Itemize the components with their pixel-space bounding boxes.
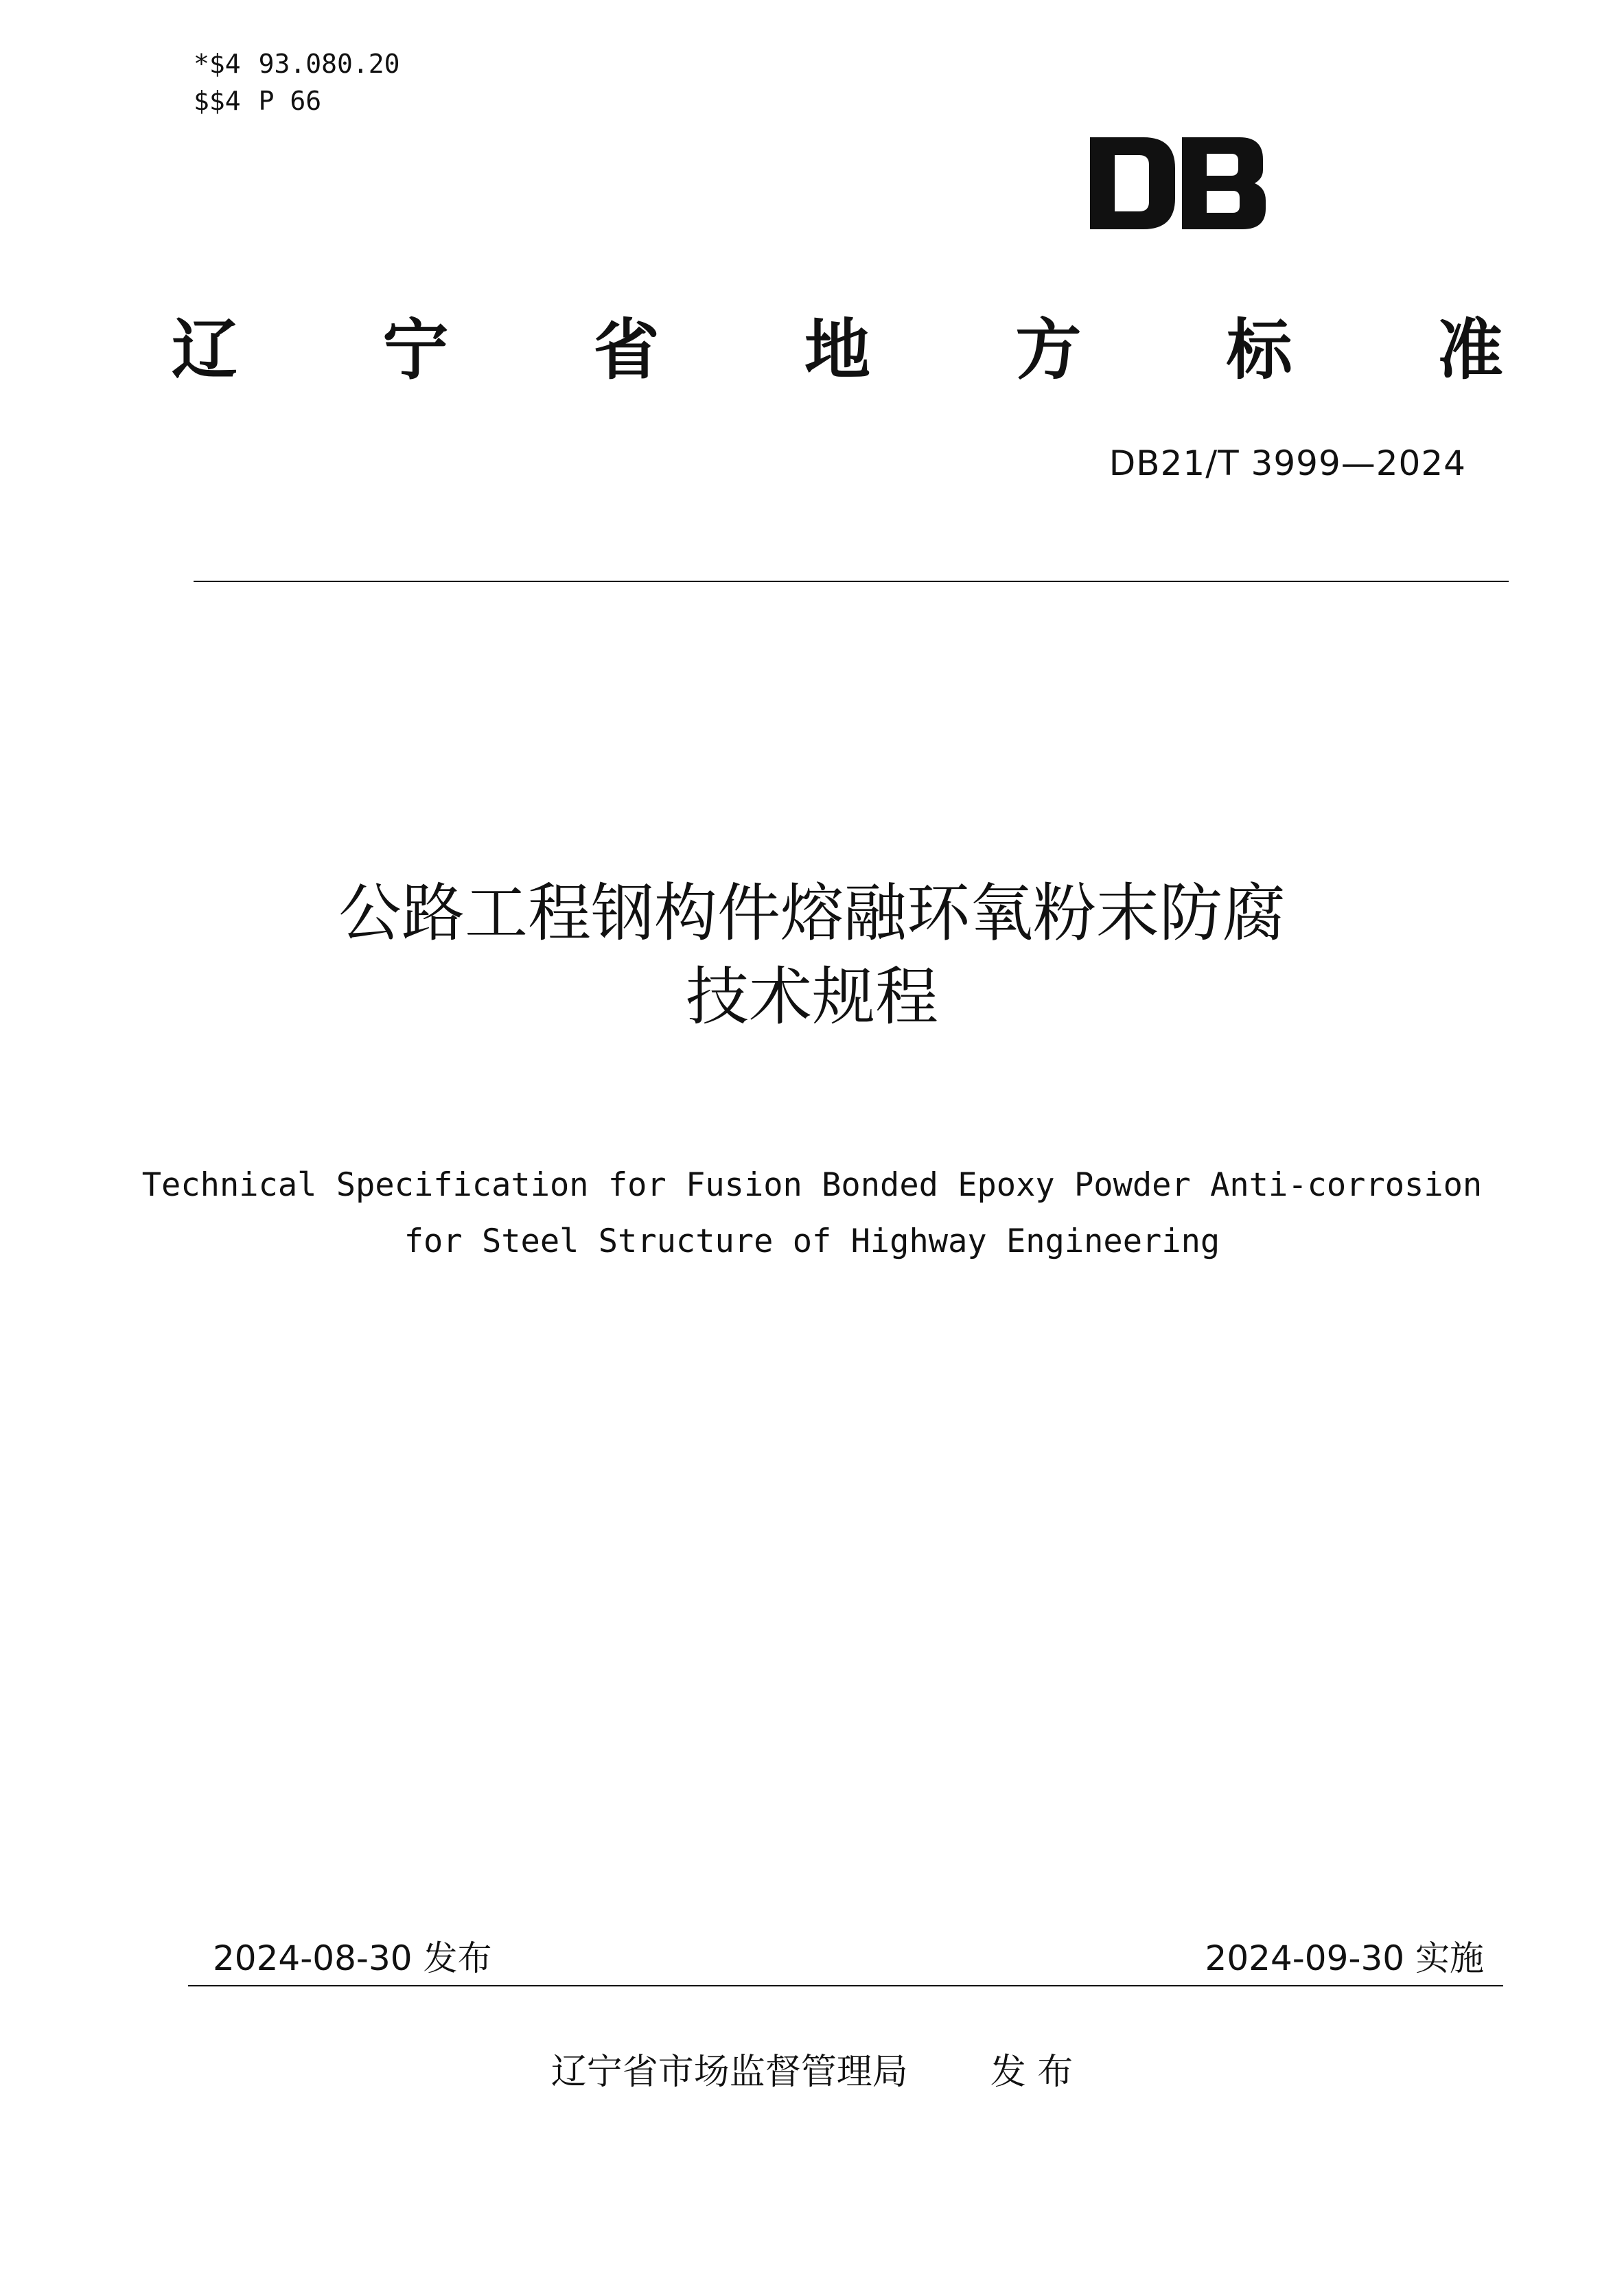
db-logo-letter-d xyxy=(1090,137,1175,229)
ics-row xyxy=(194,45,400,82)
ics-code: 93.080.20 xyxy=(258,49,400,79)
ccs-label: $$4 xyxy=(194,86,241,116)
title-english-line-2: for Steel Structure of Highway Engineering xyxy=(404,1222,1220,1260)
standard-type-char: 准 xyxy=(1437,312,1503,389)
bottom-divider xyxy=(188,1985,1503,1986)
top-divider xyxy=(194,581,1509,582)
standard-type-char: 宁 xyxy=(382,312,449,389)
publisher xyxy=(0,2048,1624,2096)
issue-date: 2024-08-30 发布 xyxy=(213,1938,492,1978)
title-english-line-1: Technical Specification for Fusion Bonded Epoxy Powder Anti-corrosion xyxy=(141,1166,1483,1204)
standard-number: DB21/T 3999—2024 xyxy=(1109,443,1466,483)
dates-row xyxy=(213,1936,1484,1981)
title-chinese-line-1: 公路工程钢构件熔融环氧粉末防腐 xyxy=(338,877,1286,950)
ics-label: *$4 xyxy=(194,49,241,79)
standard-type-char: 地 xyxy=(804,312,870,389)
standard-type-char: 辽 xyxy=(172,312,237,389)
db-logo-letter-b xyxy=(1182,137,1266,229)
standard-type-char: 省 xyxy=(593,312,660,389)
classification-codes xyxy=(194,45,400,119)
title-chinese-line-2: 技术规程 xyxy=(685,960,938,1034)
implementation-date: 2024-09-30 实施 xyxy=(1205,1938,1484,1978)
standard-type-char: 标 xyxy=(1226,312,1292,389)
title-english xyxy=(0,1157,1624,1270)
standard-type-char: 方 xyxy=(1015,312,1082,389)
ccs-code: P 66 xyxy=(258,86,322,116)
publisher-name: 辽宁省市场监督管理局 xyxy=(550,2052,908,2093)
publisher-action: 发 布 xyxy=(990,2052,1074,2093)
ccs-row xyxy=(194,82,400,119)
standard-type xyxy=(172,302,1503,398)
title-chinese xyxy=(0,872,1624,1039)
db-logo xyxy=(1090,137,1266,229)
